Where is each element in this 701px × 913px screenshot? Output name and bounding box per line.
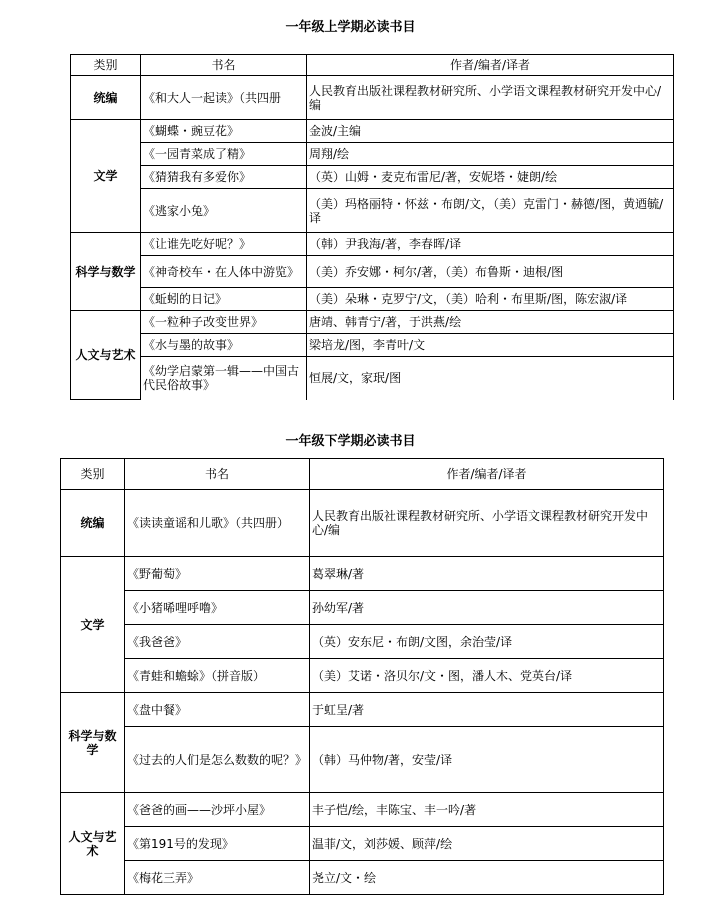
table-row bbox=[61, 557, 664, 591]
book-cell: 《一粒种子改变世界》 bbox=[141, 311, 307, 334]
book-cell: 《一园青菜成了精》 bbox=[141, 143, 307, 166]
header-category: 类别 bbox=[61, 459, 125, 490]
author-cell: 恒展/文，家珉/图 bbox=[307, 357, 674, 400]
author-cell: （韩）马仲物/著，安莹/译 bbox=[310, 727, 664, 793]
book-cell: 《蚯蚓的日记》 bbox=[141, 288, 307, 311]
table-header bbox=[61, 459, 664, 490]
header-book: 书名 bbox=[141, 55, 307, 76]
author-cell: 周翔/绘 bbox=[307, 143, 674, 166]
author-cell: 尧立/文・绘 bbox=[310, 861, 664, 895]
author-cell: 金波/主编 bbox=[307, 120, 674, 143]
book-cell: 《读读童谣和儿歌》（共四册） bbox=[125, 490, 310, 557]
table-row bbox=[71, 76, 674, 120]
category-cell: 统编 bbox=[71, 76, 141, 120]
book-cell: 《第191号的发现》 bbox=[125, 827, 310, 861]
author-cell: 于虹呈/著 bbox=[310, 693, 664, 727]
author-cell: （美）朵琳・克罗宁/文，（美）哈利・布里斯/图，陈宏淑/译 bbox=[307, 288, 674, 311]
book-cell: 《神奇校车・在人体中游览》 bbox=[141, 256, 307, 288]
category-cell: 统编 bbox=[61, 490, 125, 557]
header-author: 作者/编者/译者 bbox=[310, 459, 664, 490]
book-cell: 《逃家小兔》 bbox=[141, 189, 307, 233]
book-cell: 《梅花三弄》 bbox=[125, 861, 310, 895]
table-row bbox=[61, 490, 664, 557]
table-row bbox=[71, 233, 674, 256]
table1-title: 一年级上学期必读书目 bbox=[285, 20, 416, 35]
table-row bbox=[71, 311, 674, 334]
author-cell: 梁培龙/图，李青叶/文 bbox=[307, 334, 674, 357]
table-row bbox=[71, 288, 674, 311]
table-row bbox=[71, 143, 674, 166]
book-cell: 《爸爸的画——沙坪小屋》 bbox=[125, 793, 310, 827]
author-cell: 孙幼军/著 bbox=[310, 591, 664, 625]
table-row bbox=[71, 256, 674, 288]
author-cell: 人民教育出版社课程教材研究所、小学语文课程教材研究开发中心/编 bbox=[310, 490, 664, 557]
book-cell: 《我爸爸》 bbox=[125, 625, 310, 659]
category-cell: 科学与数学 bbox=[61, 693, 125, 793]
book-cell: 《猜猜我有多爱你》 bbox=[141, 166, 307, 189]
author-cell: （英）安东尼・布朗/文图，余治莹/译 bbox=[310, 625, 664, 659]
header-book: 书名 bbox=[125, 459, 310, 490]
author-cell: （英）山姆・麦克布雷尼/著，安妮塔・婕朗/绘 bbox=[307, 166, 674, 189]
book-cell: 《小猪唏哩呼噜》 bbox=[125, 591, 310, 625]
table-row bbox=[71, 120, 674, 143]
table-row bbox=[61, 827, 664, 861]
table2-title: 一年级下学期必读书目 bbox=[285, 434, 416, 449]
author-cell: （美）乔安娜・柯尔/著，（美）布鲁斯・迪根/图 bbox=[307, 256, 674, 288]
book-cell: 《盘中餐》 bbox=[125, 693, 310, 727]
author-cell: 葛翠琳/著 bbox=[310, 557, 664, 591]
book-cell: 《野葡萄》 bbox=[125, 557, 310, 591]
author-cell: 丰子恺/绘，丰陈宝、丰一吟/著 bbox=[310, 793, 664, 827]
table-row bbox=[71, 334, 674, 357]
author-cell: （美）艾诺・洛贝尔/文・图，潘人木、党英台/译 bbox=[310, 659, 664, 693]
table-row bbox=[61, 793, 664, 827]
table-row bbox=[61, 591, 664, 625]
book-cell: 《蝴蝶・豌豆花》 bbox=[141, 120, 307, 143]
book-cell: 《水与墨的故事》 bbox=[141, 334, 307, 357]
author-cell: 唐靖、韩青宁/著，于洪燕/绘 bbox=[307, 311, 674, 334]
book-cell: 《青蛙和蟾蜍》（拼音版） bbox=[125, 659, 310, 693]
table-row bbox=[61, 625, 664, 659]
table-row bbox=[71, 189, 674, 233]
category-cell: 文学 bbox=[61, 557, 125, 693]
table-row bbox=[61, 727, 664, 793]
table-row bbox=[61, 659, 664, 693]
header-category: 类别 bbox=[71, 55, 141, 76]
book-cell: 《过去的人们是怎么数数的呢？》 bbox=[125, 727, 310, 793]
author-cell: （美）玛格丽特・怀兹・布朗/文，（美）克雷门・赫德/图，黄迺毓/译 bbox=[307, 189, 674, 233]
category-cell: 人文与艺术 bbox=[61, 793, 125, 895]
table1 bbox=[70, 54, 674, 400]
author-cell: 人民教育出版社课程教材研究所、小学语文课程教材研究开发中心/编 bbox=[307, 76, 674, 120]
book-cell: 《和大人一起读》（共四册 bbox=[141, 76, 307, 120]
author-cell: 温菲/文，刘莎媛、顾萍/绘 bbox=[310, 827, 664, 861]
table-row bbox=[71, 357, 674, 400]
table-header bbox=[71, 55, 674, 76]
book-cell: 《幼学启蒙第一辑——中国古代民俗故事》 bbox=[141, 357, 307, 400]
category-cell: 文学 bbox=[71, 120, 141, 233]
table-row bbox=[61, 861, 664, 895]
table-row bbox=[71, 166, 674, 189]
table-row bbox=[61, 693, 664, 727]
header-author: 作者/编者/译者 bbox=[307, 55, 674, 76]
book-cell: 《让谁先吃好呢？》 bbox=[141, 233, 307, 256]
category-cell: 科学与数学 bbox=[71, 233, 141, 311]
category-cell: 人文与艺术 bbox=[71, 311, 141, 400]
table2 bbox=[60, 458, 664, 895]
author-cell: （韩）尹我海/著，李春晖/译 bbox=[307, 233, 674, 256]
